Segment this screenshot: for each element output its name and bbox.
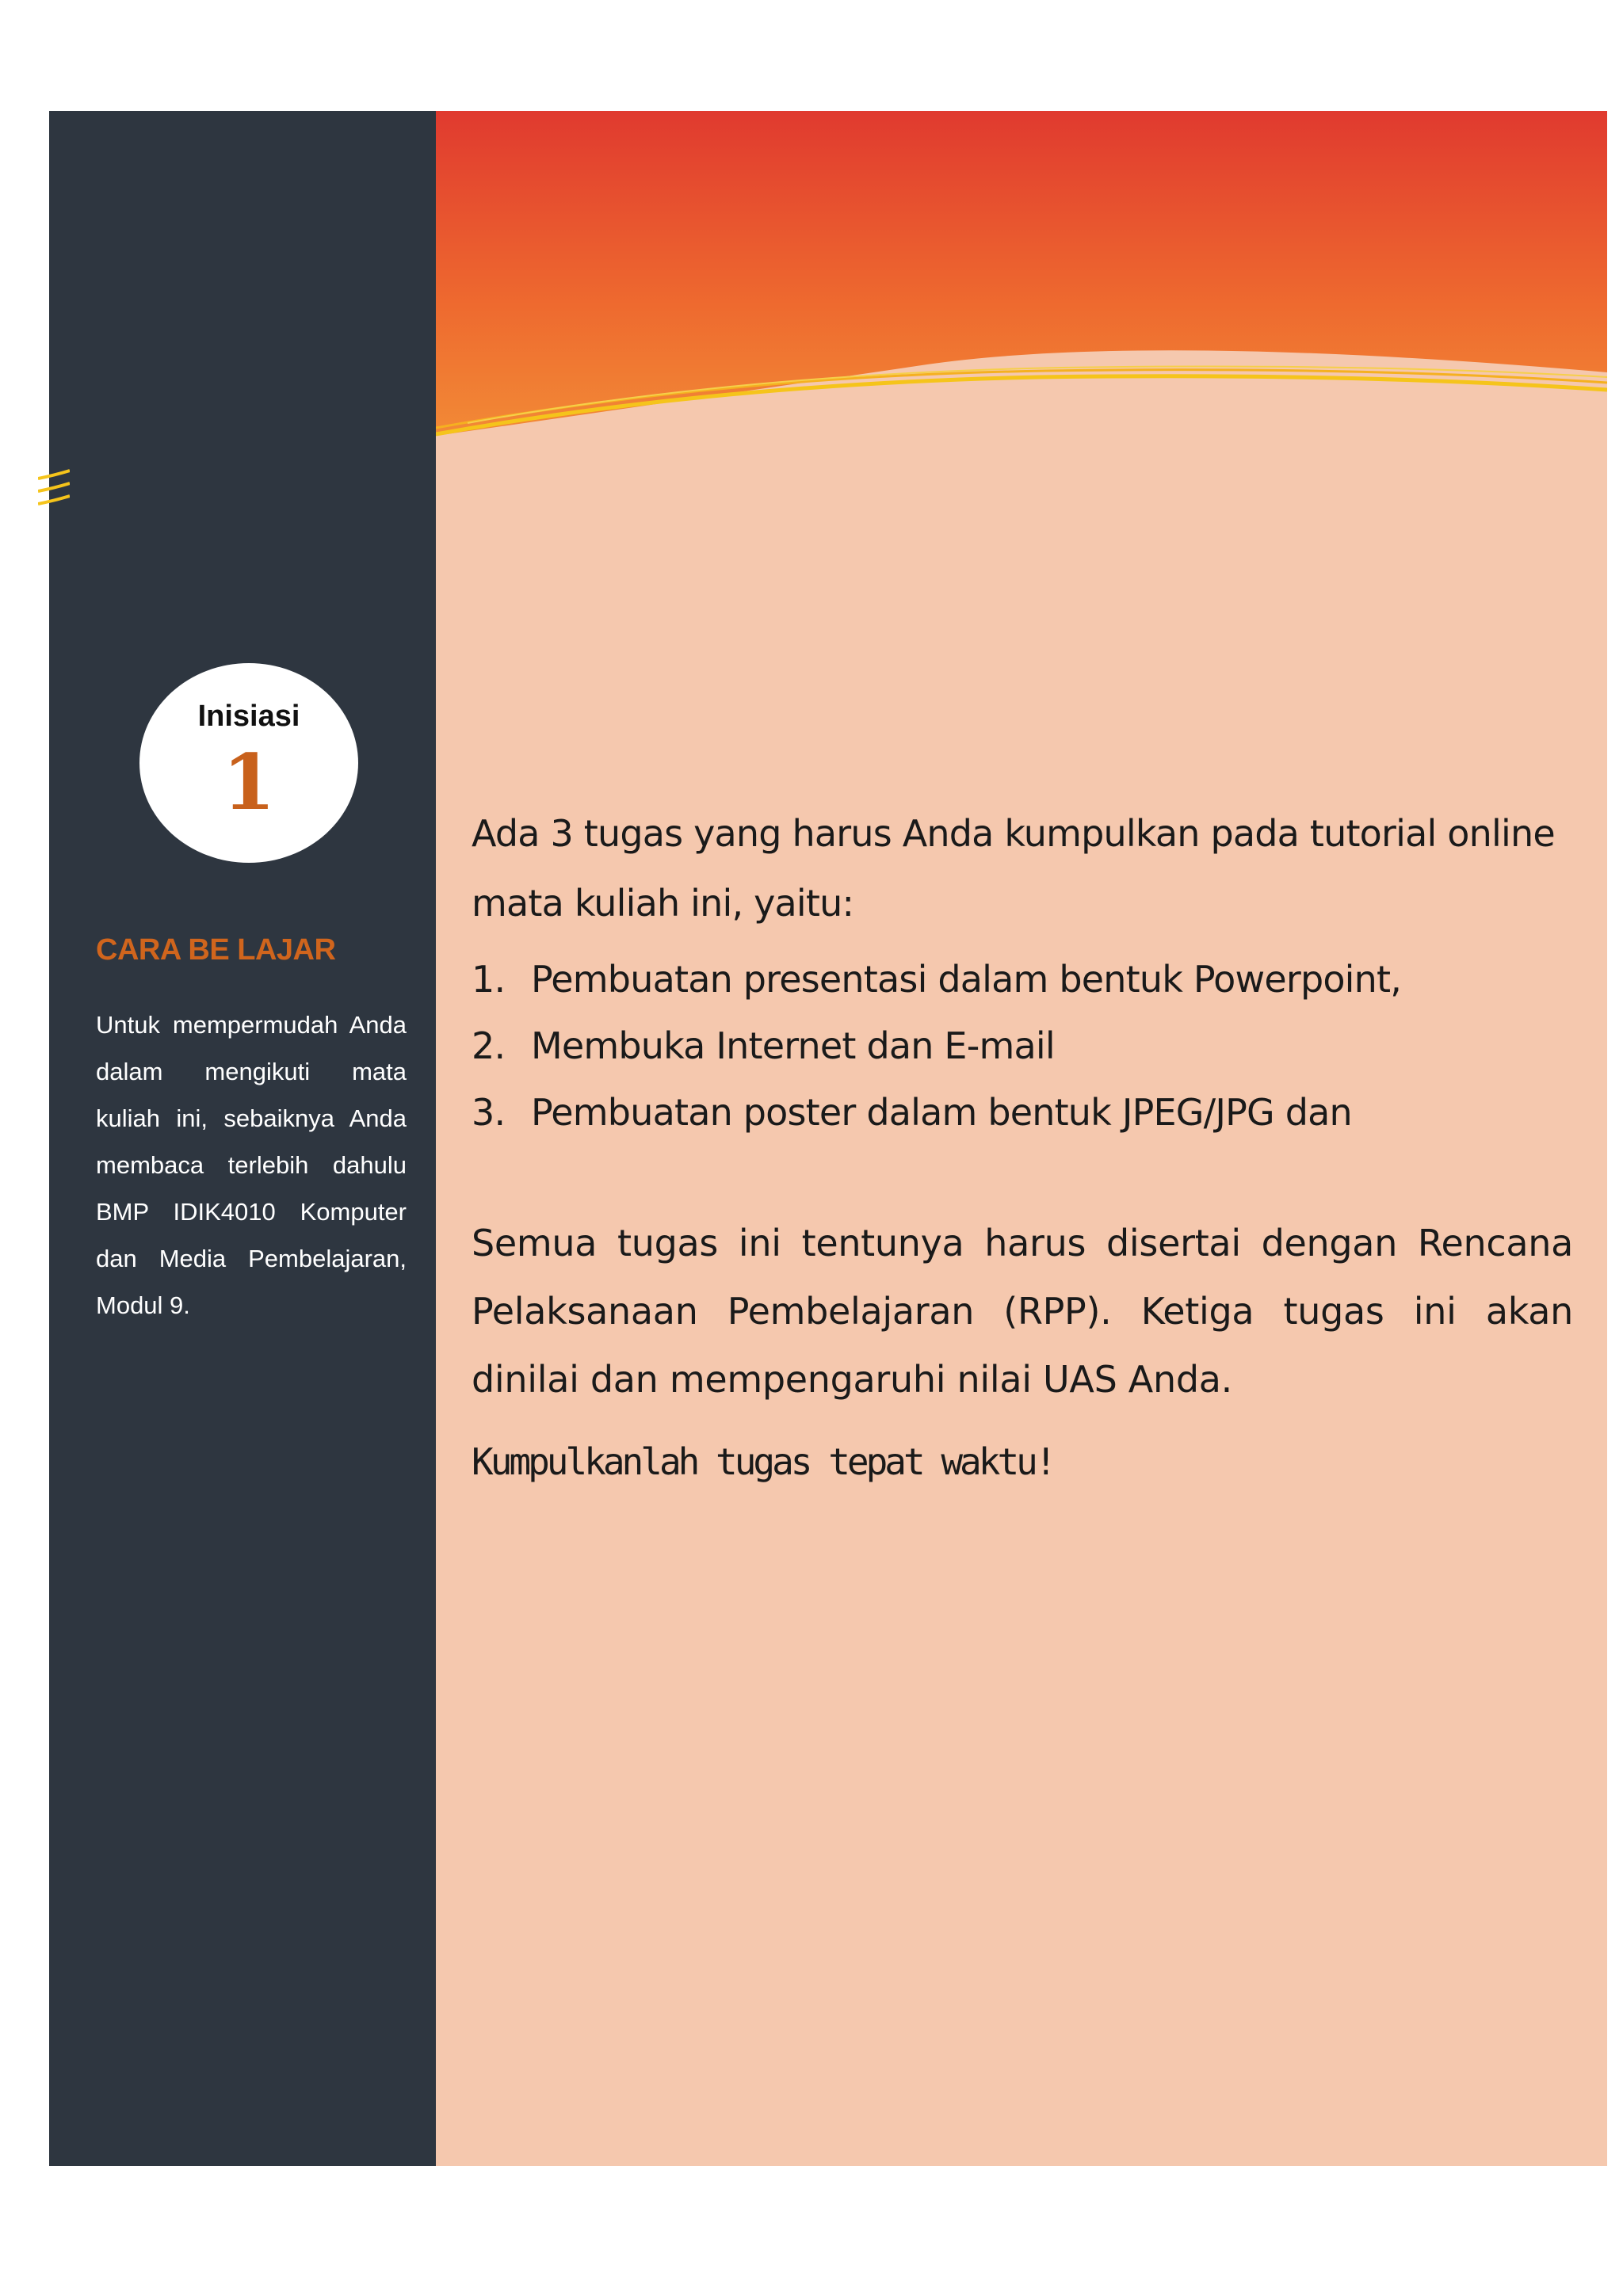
sidebar — [49, 111, 436, 2166]
intro-text: Ada 3 tugas yang harus Anda kumpulkan pada tutorial online mata kuliah ini, yaitu: — [472, 812, 1555, 925]
list-item — [472, 946, 1573, 1013]
list-item-text: Pembuatan poster dalam bentuk JPEG/JPG dan — [531, 1091, 1352, 1134]
list-item-number: 1. — [472, 958, 506, 1001]
sidebar-text: Untuk mempermudah Anda dalam mengikuti mata kuliah ini, sebaiknya Anda membaca terlebih dahulu BMP IDIK4010 Komputer dan Media Pembelajaran, Modul 9. — [96, 1011, 407, 1319]
task-list — [472, 946, 1573, 1146]
list-item-text: Pembuatan presentasi dalam bentuk Powerpoint, — [531, 958, 1402, 1001]
inisiasi-badge — [139, 663, 358, 863]
decorative-stripes — [38, 463, 70, 558]
emphasis-text: Kumpulkanlah tugas tepat waktu! — [472, 1440, 1054, 1483]
list-item-number: 2. — [472, 1024, 506, 1067]
list-item — [472, 1013, 1573, 1079]
badge-title: Inisiasi — [197, 700, 300, 733]
list-item-number: 3. — [472, 1091, 506, 1134]
list-item — [472, 1079, 1573, 1146]
sidebar-heading: CARA BE LAJAR — [96, 933, 336, 967]
page — [49, 111, 1607, 2166]
badge-number: 1 — [222, 738, 276, 827]
list-item-text: Membuka Internet dan E-mail — [531, 1024, 1055, 1067]
header-banner — [436, 111, 1607, 460]
requirement-paragraph: Semua tugas ini tentunya harus disertai dengan Rencana Pelaksanaan Pembelajaran (RPP). Ketiga tugas ini akan dinilai dan mempengaruhi nilai UAS Anda. — [472, 1222, 1573, 1401]
content — [472, 799, 1573, 1496]
